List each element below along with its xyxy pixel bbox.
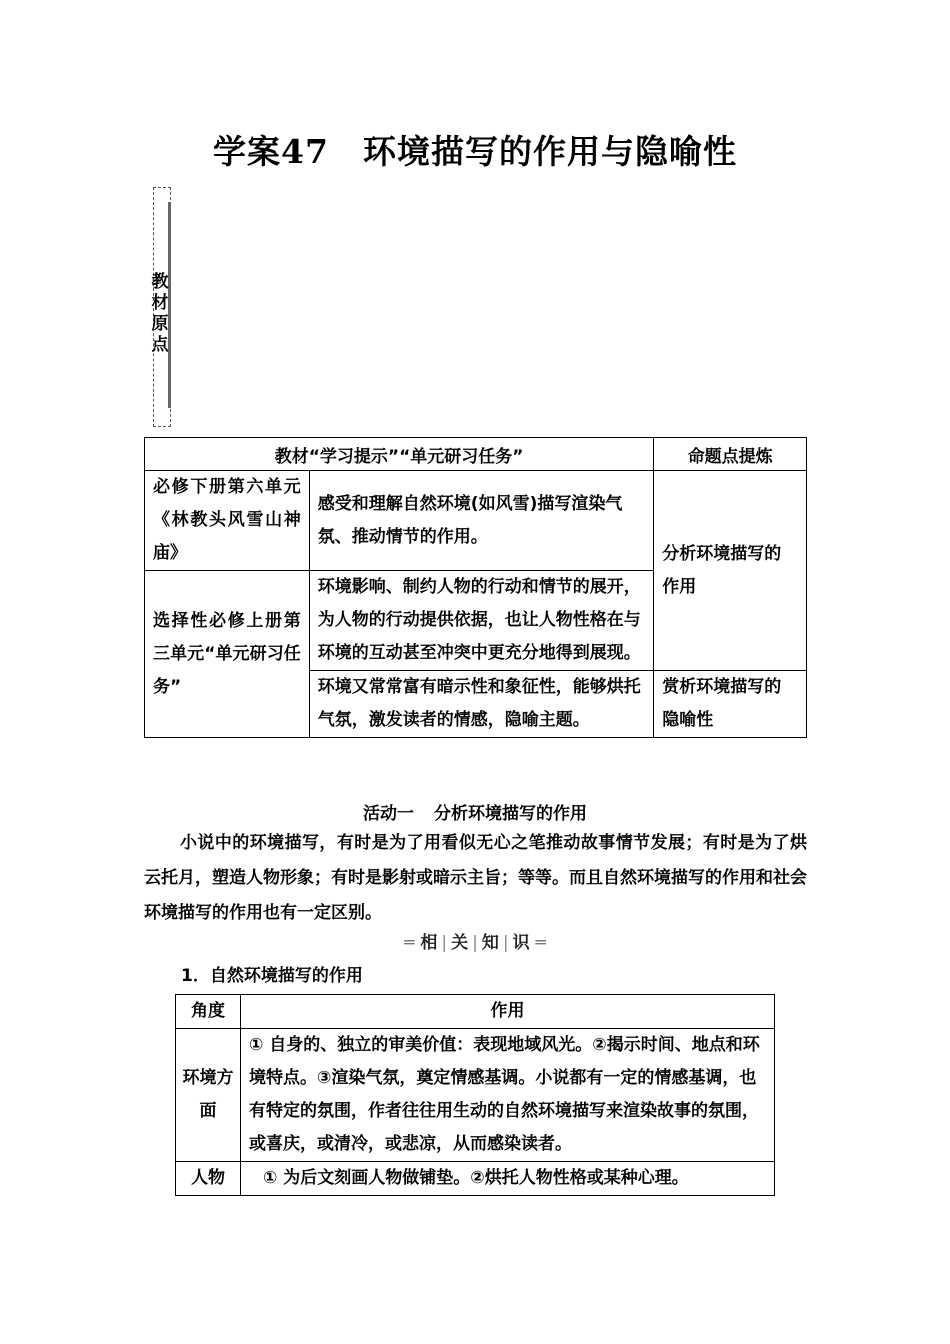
table1-header-source: 教材“学习提示”“单元研习任务” <box>145 438 654 471</box>
table1-header-point: 命题点提炼 <box>654 438 807 471</box>
banner-char: 识 <box>512 933 530 953</box>
table1-source-cell: 选择性必修上册第三单元“单元研习任务” <box>145 571 310 738</box>
table2-header-effect: 作用 <box>241 995 775 1029</box>
banner-left-lines: ═ <box>404 933 415 953</box>
banner-char: 相 <box>420 933 438 953</box>
table1-point-cell: 赏析环境描写的隐喻性 <box>654 671 807 738</box>
title-main: 环境描写的作用与隐喻性 <box>362 132 737 171</box>
activity-label: 活动一 <box>363 804 414 824</box>
banner-right-lines: ═ <box>535 933 546 953</box>
table1-content-cell: 感受和理解自然环境(如风雪)描写渲染气氛、推动情节的作用。 <box>309 471 653 571</box>
section-heading: 1．自然环境描写的作用 <box>181 966 363 986</box>
related-knowledge-banner: ═ 相 | 关 | 知 | 识 ═ <box>404 933 546 953</box>
table2-header-aspect: 角度 <box>176 995 241 1029</box>
table1-source-cell: 必修下册第六单元《林教头风雪山神庙》 <box>145 471 310 571</box>
table1-point-cell: 分析环境描写的作用 <box>654 471 807 671</box>
side-tag <box>153 187 171 427</box>
table2-aspect-cell: 人物 <box>176 1162 241 1196</box>
banner-char: 知 <box>481 933 499 953</box>
activity-heading <box>0 799 950 824</box>
title-prefix: 学案47 <box>213 132 329 171</box>
table2-effect-cell: ① 自身的、独立的审美价值：表现地域风光。②揭示时间、地点和环境特点。③渲染气氛，奠定情感基调。小说都有一定的情感基调，也有特定的氛围，作者往往用生动的自然环境描写来渲染故事的氛围，或喜庆，或清冷，或悲凉，从而感染读者。 <box>241 1029 775 1162</box>
activity-title: 分析环境描写的作用 <box>434 804 587 824</box>
table2-effect-cell: ① 为后文刻画人物做铺垫。②烘托人物性格或某种心理。 <box>241 1162 775 1196</box>
table2-aspect-cell: 环境方面 <box>176 1029 241 1162</box>
banner-char: 关 <box>451 933 469 953</box>
page-title <box>0 126 950 173</box>
intro-paragraph: 小说中的环境描写，有时是为了用看似无心之笔推动故事情节发展；有时是为了烘云托月，塑造人物形象；有时是影射或暗示主旨；等等。而且自然环境描写的作用和社会环境描写的作用也有一定区别。 <box>144 833 807 923</box>
natural-environment-table <box>175 994 775 1196</box>
table1-content-cell: 环境又常常富有暗示性和象征性，能够烘托气氛，激发读者的情感，隐喻主题。 <box>309 671 653 738</box>
side-tag-label: 教材原点 <box>151 272 169 355</box>
textbook-table <box>144 437 807 738</box>
table1-content-cell: 环境影响、制约人物的行动和情节的展开，为人物的行动提供依据，也让人物性格在与环境的互动甚至冲突中更充分地得到展现。 <box>309 571 653 671</box>
